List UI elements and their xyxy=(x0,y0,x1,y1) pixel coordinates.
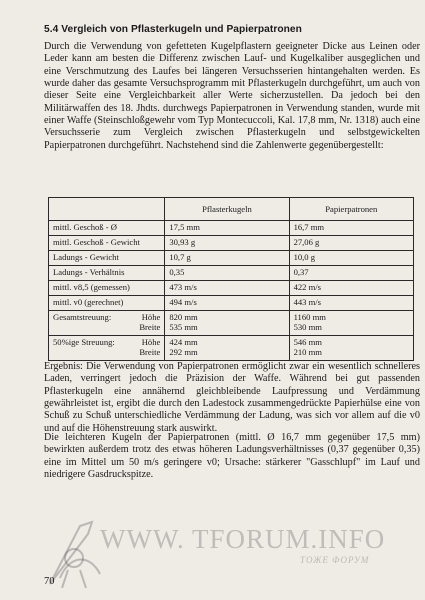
row-label: mittl. v8,5 (gemessen) xyxy=(49,281,165,296)
value-hoehe: 424 mm xyxy=(169,337,198,347)
cell-papierpatronen xyxy=(289,336,413,361)
cell-papierpatronen xyxy=(289,311,413,336)
table-row xyxy=(49,296,414,311)
sub-labels xyxy=(120,337,160,357)
result-paragraph-2: Die leichteren Kugeln der Papierpatronen (mittl. Ø 16,7 mm gegenüber 17,5 mm) bewirkten außerdem trotz des etwas höheren Ladungsverhältnisses (0,37 gegenüber 0,35) eine im Mittel um 50 m/s geringere v0; Ursache: stärkerer "Gasschlupf" im Lauf und niedrigere Gasdruckspitze. xyxy=(44,432,420,481)
table-row-gesamtstreuung xyxy=(49,311,414,336)
cell-pflasterkugeln: 494 m/s xyxy=(165,296,289,311)
watermark-text: WWW. TFORUM.INFO xyxy=(100,524,386,554)
cell-pflasterkugeln xyxy=(165,336,289,361)
cell-pflasterkugeln: 30,93 g xyxy=(165,236,289,251)
row-label: Ladungs - Gewicht xyxy=(49,251,165,266)
table-row xyxy=(49,281,414,296)
table-header-cell xyxy=(49,198,165,221)
table-row xyxy=(49,221,414,236)
cell-papierpatronen: 0,37 xyxy=(289,266,413,281)
value-hoehe: 820 mm xyxy=(169,312,198,322)
value-breite: 210 mm xyxy=(293,347,322,358)
cell-pflasterkugeln xyxy=(165,311,289,336)
sub-label-breite: Breite xyxy=(139,347,161,358)
cell-papierpatronen: 422 m/s xyxy=(289,281,413,296)
cell-papierpatronen: 16,7 mm xyxy=(289,221,413,236)
value-hoehe: 1160 mm xyxy=(293,312,326,322)
row-label: Gesamtstreuung: xyxy=(53,312,112,322)
value-breite: 530 mm xyxy=(293,322,322,333)
table-row xyxy=(49,236,414,251)
cell-pflasterkugeln: 0,35 xyxy=(165,266,289,281)
table-row-50-streuung xyxy=(49,336,414,361)
row-label: Ladungs - Verhältnis xyxy=(49,266,165,281)
row-label: mittl. Geschoß - Gewicht xyxy=(49,236,165,251)
intro-paragraph: Durch die Verwendung von gefetteten Kugelpflastern geeigneter Dicke aus Leinen oder Leder kann am besten die Differenz zwischen Lauf- und Kugelkaliber ausgeglichen und eine Verschmutzung des Laufes bei längeren Versuchsserien hintangehalten werden. Es wurde daher das gesamte Versuchsprogramm mit Pflasterkugeln durchgeführt, um auch von dieser Seite eine Vergleichbarkeit aller Werte sicherzustellen. Da jedoch bei den Militärwaffen des 18. Jhdts. durchwegs Papierpatronen in Verwendung standen, wurde mit einer Waffe (Steinschloßgewehr vom Typ Montecuccoli, Kal. 17,8 mm, Nr. 1318) auch eine Versuchsserie zum Vergleich zwischen Pflasterkugeln und selbstgewickelten Papierpatronen durchgeführt. Nachstehend sind die Zahlenwerte gegenübergestellt: xyxy=(44,41,420,151)
table-row xyxy=(49,251,414,266)
cell-pflasterkugeln: 17,5 mm xyxy=(165,221,289,236)
cell-papierpatronen: 10,0 g xyxy=(289,251,413,266)
table-header-row xyxy=(49,198,414,221)
table-header-cell: Pflasterkugeln xyxy=(165,198,289,221)
page-number: 70 xyxy=(44,576,55,587)
row-label: mittl. Geschoß - Ø xyxy=(49,221,165,236)
sub-label-hoehe: Höhe xyxy=(141,337,161,347)
table-row xyxy=(49,266,414,281)
result-paragraph: Ergebnis: Die Verwendung von Papierpatronen ermöglicht zwar ein wesentlich schnelleres Laden, verringert jedoch die Präzision der Waffe. Während bei gut passenden Pflasterkugeln eine annähernd gleichbleibende Laufpressung und Verdämmung gewährleistet ist, ergibt die durch den Ladestock zusammengedrückte Papierhülse eine von Schuß zu Schuß unterschiedliche Verdämmung der Ladung, was sich vor allem auf die v0 und auf die Höhenstreuung stark auswirkt. xyxy=(44,361,420,434)
sub-label-hoehe: Höhe xyxy=(141,312,161,322)
comparison-table xyxy=(48,197,414,361)
row-label-gesamt xyxy=(49,311,165,336)
value-breite: 535 mm xyxy=(169,322,198,333)
row-label-fifty xyxy=(49,336,165,361)
row-label: 50%ige Streuung: xyxy=(53,337,115,347)
value-hoehe: 546 mm xyxy=(293,337,322,347)
cell-pflasterkugeln: 473 m/s xyxy=(165,281,289,296)
sub-label-breite: Breite xyxy=(139,322,161,333)
table-header-cell: Papierpatronen xyxy=(289,198,413,221)
cell-papierpatronen: 443 m/s xyxy=(289,296,413,311)
cell-pflasterkugeln: 10,7 g xyxy=(165,251,289,266)
watermark-subtext: ТОЖЕ ФОРУМ xyxy=(300,555,370,565)
value-breite: 292 mm xyxy=(169,347,198,358)
cell-papierpatronen: 27,06 g xyxy=(289,236,413,251)
section-heading: 5.4 Vergleich von Pflasterkugeln und Papierpatronen xyxy=(44,24,302,35)
row-label: mittl. v0 (gerechnet) xyxy=(49,296,165,311)
sub-labels xyxy=(120,312,160,332)
